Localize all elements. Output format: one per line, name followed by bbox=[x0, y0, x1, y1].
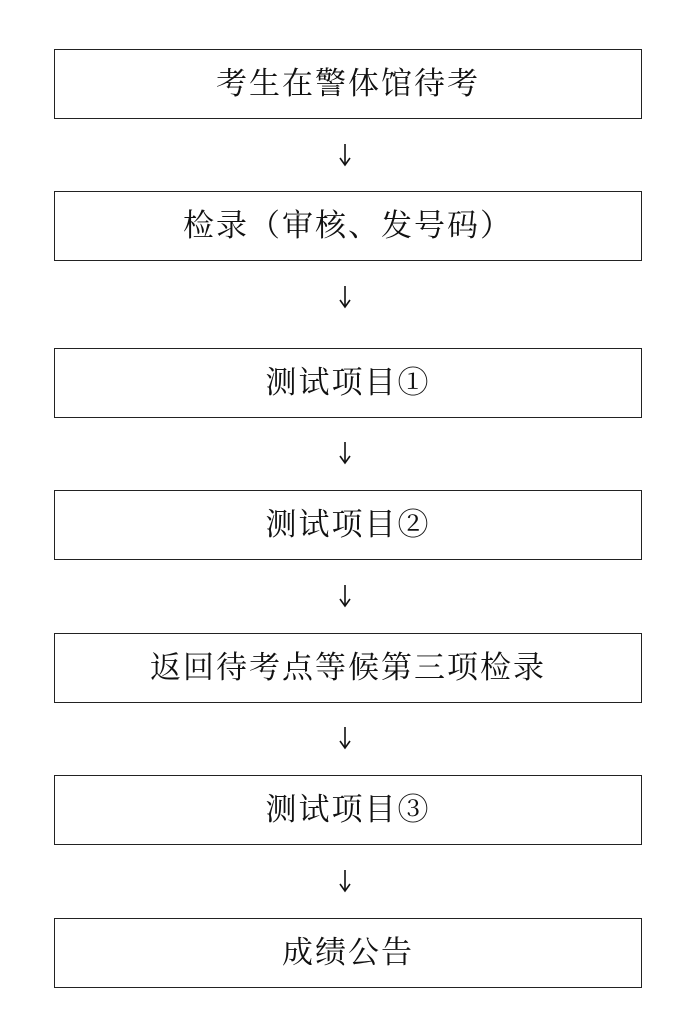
down-arrow-icon bbox=[333, 583, 357, 609]
step-waiting bbox=[54, 49, 642, 119]
step-test-item-1 bbox=[54, 348, 642, 418]
step-label: 测试项目③ bbox=[265, 791, 431, 828]
down-arrow-icon bbox=[333, 440, 357, 466]
step-return-wait bbox=[54, 633, 642, 703]
down-arrow-icon bbox=[333, 868, 357, 894]
step-label: 测试项目② bbox=[265, 506, 431, 543]
step-test-item-2 bbox=[54, 490, 642, 560]
step-label: 返回待考点等候第三项检录 bbox=[150, 649, 546, 686]
step-test-item-3 bbox=[54, 775, 642, 845]
step-label: 检录（审核、发号码） bbox=[183, 207, 513, 244]
down-arrow-icon bbox=[333, 142, 357, 168]
step-label: 成绩公告 bbox=[282, 934, 414, 971]
step-results bbox=[54, 918, 642, 988]
step-label: 测试项目① bbox=[265, 364, 431, 401]
down-arrow-icon bbox=[333, 284, 357, 310]
step-check-in bbox=[54, 191, 642, 261]
step-label: 考生在警体馆待考 bbox=[216, 65, 480, 102]
down-arrow-icon bbox=[333, 725, 357, 751]
